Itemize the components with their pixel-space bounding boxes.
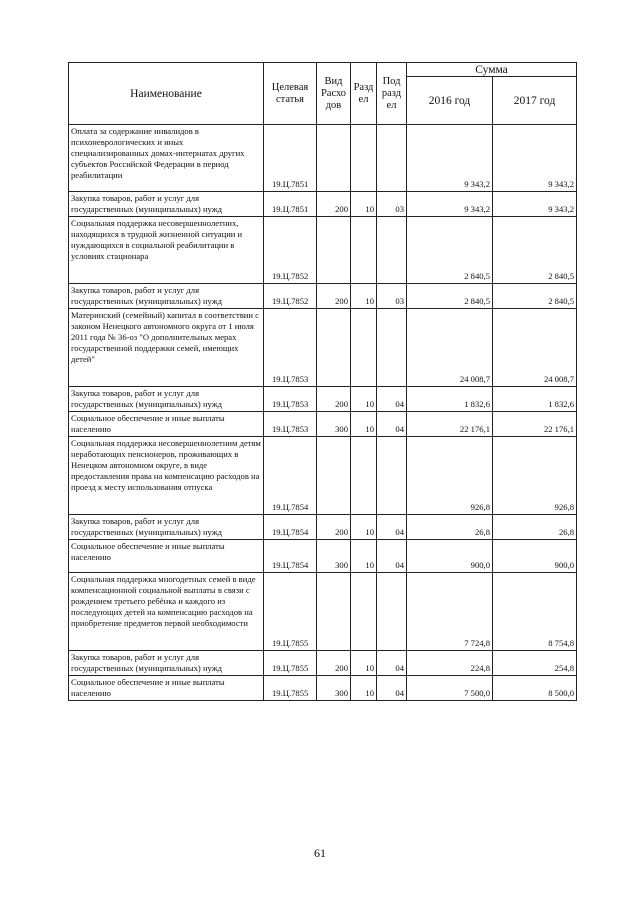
table-row: [69, 309, 577, 387]
table-row: [69, 573, 577, 651]
row-amount-2016: 26,8: [407, 515, 493, 540]
row-expense-type: 200: [317, 284, 351, 309]
header-article: Целевая статья: [264, 63, 317, 125]
row-article: 19.Ц.7852: [264, 284, 317, 309]
row-article: 19.Ц.7853: [264, 412, 317, 437]
row-article: 19.Ц.7854: [264, 540, 317, 573]
table-row: [69, 192, 577, 217]
row-name: Закупка товаров, работ и услуг для государственных (муниципальных) нужд: [69, 515, 264, 540]
header-subsection: Под разд ел: [377, 63, 407, 125]
row-section: [351, 573, 377, 651]
row-amount-2016: 9 343,2: [407, 125, 493, 192]
row-expense-type: 200: [317, 515, 351, 540]
row-name: Социальная поддержка несовершеннолетних, находящихся в трудной жизненной ситуации и нуждающихся в социальной реабилитации в условиях стационара: [69, 217, 264, 284]
row-amount-2017: 22 176,1: [493, 412, 577, 437]
row-article: 19.Ц.7853: [264, 387, 317, 412]
row-expense-type: 200: [317, 192, 351, 217]
table-row: [69, 125, 577, 192]
row-subsection: [377, 437, 407, 515]
budget-table-container: [68, 62, 576, 701]
row-subsection: 04: [377, 387, 407, 412]
row-subsection: 03: [377, 192, 407, 217]
table-row: [69, 540, 577, 573]
row-amount-2016: 22 176,1: [407, 412, 493, 437]
header-name: Наименование: [69, 63, 264, 125]
header-section: Разд ел: [351, 63, 377, 125]
row-subsection: [377, 309, 407, 387]
row-expense-type: [317, 309, 351, 387]
row-amount-2016: 224,8: [407, 651, 493, 676]
row-amount-2016: 2 840,5: [407, 217, 493, 284]
row-amount-2017: 8 500,0: [493, 676, 577, 701]
row-amount-2016: 7 724,8: [407, 573, 493, 651]
row-subsection: 03: [377, 284, 407, 309]
row-name: Материнский (семейный) капитал в соответствии с законом Ненецкого автономного округа от 1 июля 2011 года № 36-оз "О дополнительных мерах государственной поддержки семей, имеющих детей": [69, 309, 264, 387]
row-expense-type: [317, 437, 351, 515]
row-section: 10: [351, 515, 377, 540]
table-row: [69, 217, 577, 284]
row-name: Социальное обеспечение и иные выплаты населению: [69, 540, 264, 573]
row-subsection: 04: [377, 540, 407, 573]
row-expense-type: [317, 125, 351, 192]
row-name: Социальная поддержка многодетных семей в виде компенсационной социальной выплаты в связи с рождением третьего ребёнка и каждого из последующих детей на компенсацию расходов на приобретение предметов первой необходимости: [69, 573, 264, 651]
row-name: Закупка товаров, работ и услуг для государственных (муниципальных) нужд: [69, 387, 264, 412]
row-name: Социальное обеспечение и иные выплаты населению: [69, 676, 264, 701]
row-section: 10: [351, 284, 377, 309]
row-article: 19.Ц.7855: [264, 573, 317, 651]
row-article: 19.Ц.7852: [264, 217, 317, 284]
row-section: 10: [351, 412, 377, 437]
row-subsection: [377, 125, 407, 192]
row-section: [351, 125, 377, 192]
row-name: Социальное обеспечение и иные выплаты населению: [69, 412, 264, 437]
table-row: [69, 387, 577, 412]
row-amount-2017: 9 343,2: [493, 192, 577, 217]
row-amount-2016: 900,0: [407, 540, 493, 573]
row-subsection: [377, 573, 407, 651]
row-section: [351, 437, 377, 515]
budget-table: [68, 62, 577, 701]
row-subsection: 04: [377, 515, 407, 540]
row-amount-2017: 2 840,5: [493, 217, 577, 284]
row-expense-type: 300: [317, 540, 351, 573]
row-amount-2017: 926,8: [493, 437, 577, 515]
row-section: [351, 217, 377, 284]
row-expense-type: 200: [317, 651, 351, 676]
row-name: Социальная поддержка несовершеннолетним детям неработающих пенсионеров, проживающих в Ненецком автономном округе, в виде предоставления права на компенсацию расходов на проезд к месту использования отпуска: [69, 437, 264, 515]
row-section: 10: [351, 676, 377, 701]
row-amount-2017: 8 754,8: [493, 573, 577, 651]
table-row: [69, 515, 577, 540]
row-subsection: [377, 217, 407, 284]
row-section: 10: [351, 387, 377, 412]
row-article: 19.Ц.7855: [264, 651, 317, 676]
row-name: Закупка товаров, работ и услуг для государственных (муниципальных) нужд: [69, 192, 264, 217]
row-amount-2017: 9 343,2: [493, 125, 577, 192]
row-amount-2017: 900,0: [493, 540, 577, 573]
row-article: 19.Ц.7854: [264, 437, 317, 515]
row-section: 10: [351, 651, 377, 676]
row-name: Оплата за содержание инвалидов в психоневрологических и иных специализированных домах-интернатах других субъектов Российской Федерации в период реабилитации: [69, 125, 264, 192]
row-expense-type: 300: [317, 412, 351, 437]
header-sum: Сумма: [407, 63, 577, 77]
row-article: 19.Ц.7851: [264, 125, 317, 192]
table-row: [69, 651, 577, 676]
row-amount-2017: 24 008,7: [493, 309, 577, 387]
row-amount-2016: 2 840,5: [407, 284, 493, 309]
row-amount-2017: 254,8: [493, 651, 577, 676]
row-amount-2016: 9 343,2: [407, 192, 493, 217]
row-expense-type: 200: [317, 387, 351, 412]
row-amount-2016: 7 500,0: [407, 676, 493, 701]
row-amount-2016: 926,8: [407, 437, 493, 515]
row-subsection: 04: [377, 676, 407, 701]
row-article: 19.Ц.7854: [264, 515, 317, 540]
row-amount-2016: 24 008,7: [407, 309, 493, 387]
row-name: Закупка товаров, работ и услуг для государственных (муниципальных) нужд: [69, 284, 264, 309]
row-name: Закупка товаров, работ и услуг для государственных (муниципальных) нужд: [69, 651, 264, 676]
row-section: 10: [351, 540, 377, 573]
row-expense-type: [317, 217, 351, 284]
row-expense-type: [317, 573, 351, 651]
table-row: [69, 676, 577, 701]
row-subsection: 04: [377, 412, 407, 437]
page-number: 61: [314, 846, 326, 860]
row-amount-2016: 1 832,6: [407, 387, 493, 412]
table-row: [69, 284, 577, 309]
row-article: 19.Ц.7855: [264, 676, 317, 701]
header-expense-type: Вид Расхо дов: [317, 63, 351, 125]
row-article: 19.Ц.7853: [264, 309, 317, 387]
row-amount-2017: 26,8: [493, 515, 577, 540]
row-amount-2017: 1 832,6: [493, 387, 577, 412]
row-section: [351, 309, 377, 387]
table-row: [69, 412, 577, 437]
row-amount-2017: 2 840,5: [493, 284, 577, 309]
header-year-2016: 2016 год: [407, 77, 493, 125]
table-body: [69, 125, 577, 701]
row-expense-type: 300: [317, 676, 351, 701]
row-subsection: 04: [377, 651, 407, 676]
row-article: 19.Ц.7851: [264, 192, 317, 217]
row-section: 10: [351, 192, 377, 217]
table-row: [69, 437, 577, 515]
header-year-2017: 2017 год: [493, 77, 577, 125]
